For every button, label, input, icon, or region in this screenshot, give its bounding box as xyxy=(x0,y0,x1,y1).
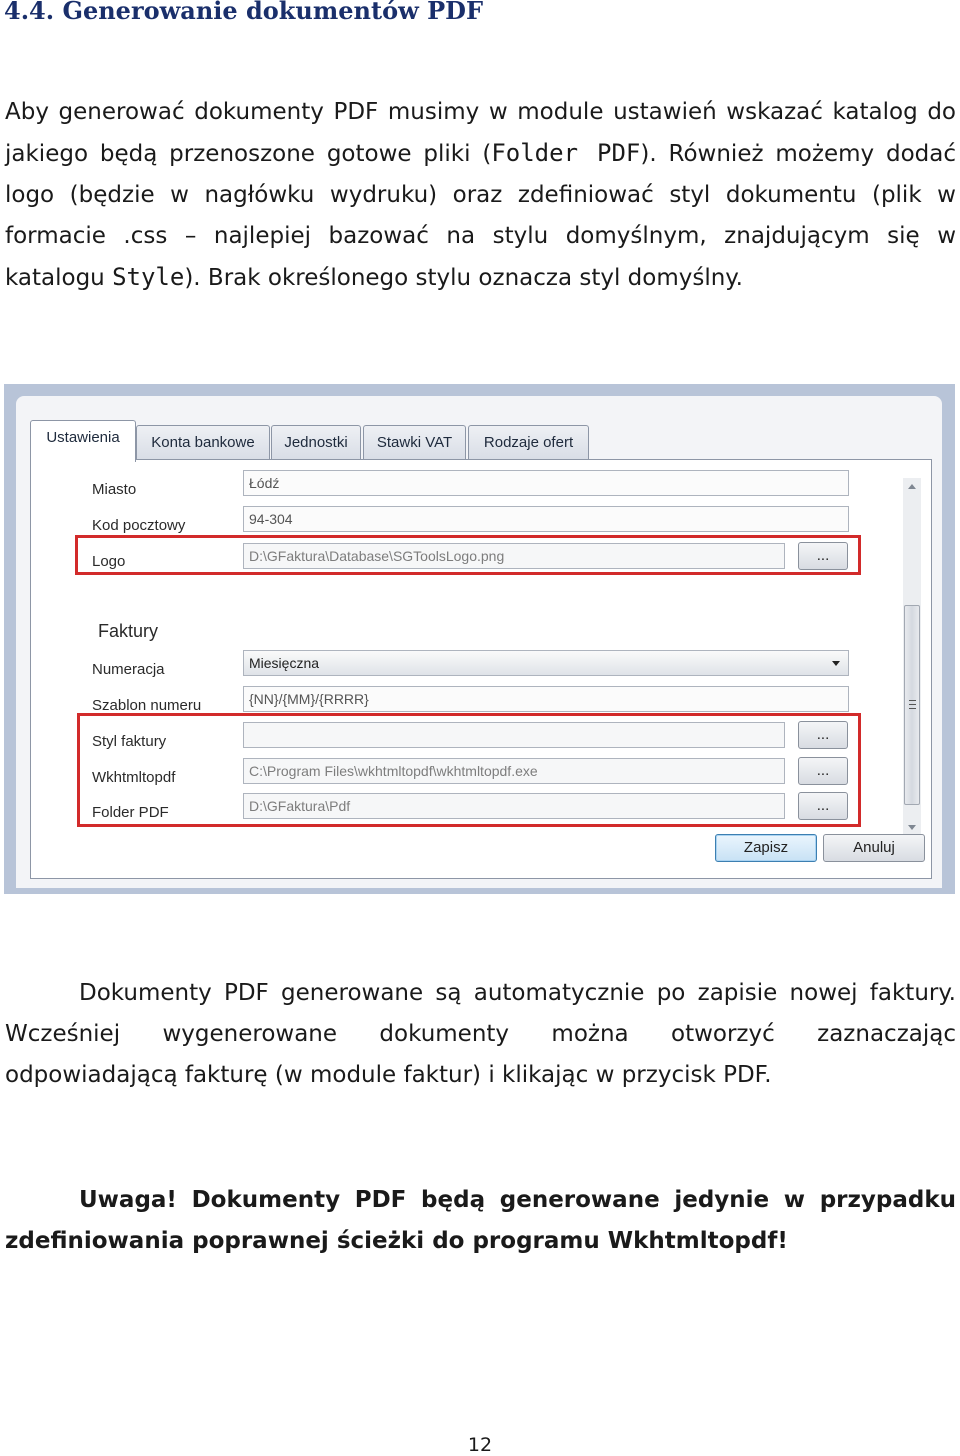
szablon-numeru-input[interactable]: {NN}/{MM}/{RRRR} xyxy=(243,686,849,712)
page-number: 12 xyxy=(467,1434,493,1456)
tab-jednostki[interactable]: Jednostki xyxy=(271,425,361,460)
settings-dialog xyxy=(16,396,942,888)
code-style: Style xyxy=(112,263,185,291)
warning-paragraph: Uwaga! Dokumenty PDF będą generowane jedynie w przypadku zdefiniowania poprawnej ścieżki do programu Wkhtmltopdf! xyxy=(5,1187,956,1254)
logo-highlight-box xyxy=(75,535,861,575)
tab-ustawienia[interactable]: Ustawienia xyxy=(30,420,136,462)
label-styl-faktury: Styl faktury xyxy=(92,733,167,750)
tab-rodzaje-ofert[interactable]: Rodzaje ofert xyxy=(468,425,589,460)
cancel-button[interactable]: Anuluj xyxy=(823,834,925,862)
vertical-scrollbar[interactable] xyxy=(903,478,921,836)
chevron-down-icon xyxy=(832,661,840,666)
pdf-settings-highlight-box xyxy=(77,713,861,827)
label-miasto: Miasto xyxy=(92,481,137,498)
settings-screenshot xyxy=(4,384,955,894)
faktury-section-title: Faktury xyxy=(98,621,159,641)
styl-faktury-browse-button[interactable]: ... xyxy=(798,721,848,749)
intro-text-3: ). Brak określonego stylu oznacza styl domyślny. xyxy=(184,265,743,291)
label-numeracja: Numeracja xyxy=(92,661,165,678)
tab-konta-bankowe[interactable]: Konta bankowe xyxy=(136,425,270,460)
save-button[interactable]: Zapisz xyxy=(715,834,817,862)
numeracja-select[interactable] xyxy=(243,650,849,676)
code-folder-pdf: Folder PDF xyxy=(491,139,641,167)
label-kod-pocztowy: Kod pocztowy xyxy=(92,517,186,534)
label-logo: Logo xyxy=(92,553,126,570)
logo-browse-button[interactable]: ... xyxy=(798,542,848,570)
grip-icon xyxy=(909,700,916,709)
label-folder-pdf: Folder PDF xyxy=(92,804,169,821)
tab-stawki-vat[interactable]: Stawki VAT xyxy=(363,425,466,460)
kod-pocztowy-input[interactable]: 94-304 xyxy=(243,506,849,532)
intro-text-1: Aby generować dokumenty PDF musimy w module ustawień wskazać katalog do jakiego będą przenoszone gotowe pliki ( xyxy=(5,99,956,167)
folder-pdf-path-input[interactable]: D:\GFaktura\Pdf xyxy=(243,793,785,819)
label-wkhtmltopdf: Wkhtmltopdf xyxy=(92,769,176,786)
wkhtmltopdf-path-input[interactable]: C:\Program Files\wkhtmltopdf\wkhtmltopdf.exe xyxy=(243,758,785,784)
settings-panel xyxy=(30,459,932,879)
intro-paragraph xyxy=(5,92,956,299)
scroll-down-arrow-icon[interactable] xyxy=(908,825,916,830)
numeracja-value: Miesięczna xyxy=(249,655,320,671)
wkhtmltopdf-browse-button[interactable]: ... xyxy=(798,757,848,785)
miasto-input[interactable]: Łódź xyxy=(243,470,849,496)
logo-path-input[interactable]: D:\GFaktura\Database\SGToolsLogo.png xyxy=(243,543,785,569)
scrollbar-thumb[interactable] xyxy=(904,605,920,805)
folder-pdf-browse-button[interactable]: ... xyxy=(798,792,848,820)
pdf-auto-paragraph: Dokumenty PDF generowane są automatycznie po zapisie nowej faktury. Wcześniej wygenerowane dokumenty można otworzyć zaznaczając odpowiadającą fakturę (w module faktur) i klikając w przycisk PDF. xyxy=(5,980,956,1088)
scroll-up-arrow-icon[interactable] xyxy=(908,484,916,489)
intro-text-2: ). Również możemy dodać logo (będzie w nagłówku wydruku) oraz zdefiniować styl dokumentu (plik w formacie .css – najlepiej bazować na stylu domyślnym, znajdującym się w katalogu xyxy=(5,141,956,291)
label-szablon-numeru: Szablon numeru xyxy=(92,697,202,714)
section-heading: 4.4. Generowanie dokumentów PDF xyxy=(4,0,483,25)
